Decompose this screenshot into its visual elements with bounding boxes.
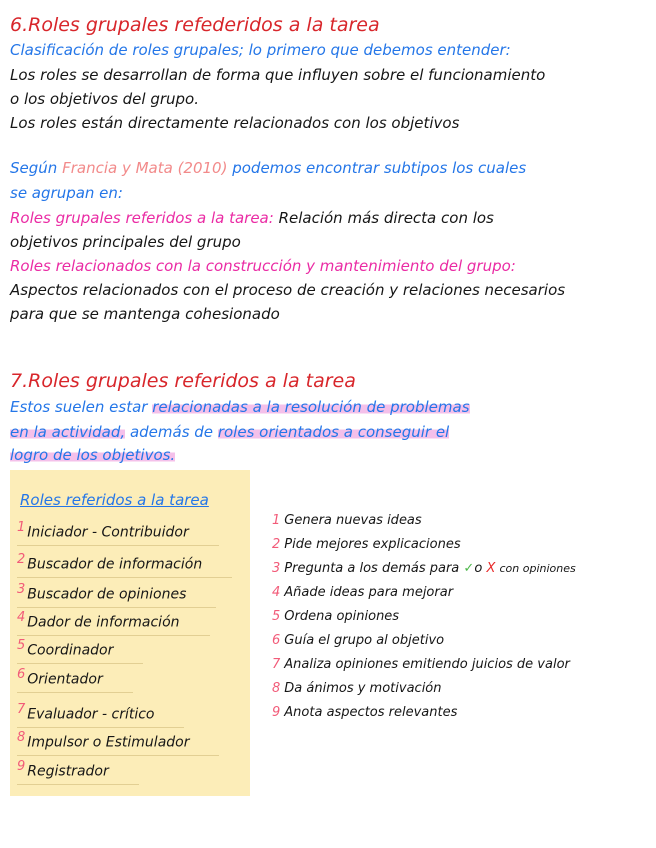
section7-line1-pre: Estos suelen estar xyxy=(10,398,148,416)
role-item xyxy=(17,702,154,723)
section7-line2 xyxy=(10,423,449,441)
role-description xyxy=(272,657,570,672)
subtype-1-text: Relación más directa con los xyxy=(278,209,494,227)
source-line xyxy=(10,159,526,177)
role-label: Buscador de información xyxy=(27,556,203,573)
subtype-1-line2: objetivos principales del grupo xyxy=(10,233,241,251)
paragraph-line: o los objetivos del grupo. xyxy=(10,90,200,108)
section7-line2-mid: además de xyxy=(129,423,214,441)
role-description xyxy=(272,633,444,648)
subtype-1-label: Roles grupales referidos a la tarea: xyxy=(10,209,274,227)
desc-text: Genera nuevas ideas xyxy=(284,513,422,528)
desc-text: Da ánimos y motivación xyxy=(284,681,442,696)
role-label: Registrador xyxy=(27,763,109,780)
desc-number: 6 xyxy=(272,633,281,648)
role-description xyxy=(272,537,461,552)
role-number: 5 xyxy=(17,638,26,653)
subtype-2-label: Roles relacionados con la construcción y mantenimiento del grupo: xyxy=(10,257,516,275)
role-item xyxy=(17,610,180,631)
role-number: 4 xyxy=(17,610,26,625)
cross-icon: X xyxy=(486,561,496,576)
role-label: Buscador de opiniones xyxy=(27,586,187,603)
role-label: Impulsor o Estimulador xyxy=(27,734,190,751)
desc-text: Guía el grupo al objetivo xyxy=(284,633,445,648)
role-description xyxy=(272,705,457,720)
role-description xyxy=(272,609,399,624)
desc-number: 3 xyxy=(272,561,281,576)
role-number: 6 xyxy=(17,667,26,682)
desc-number: 8 xyxy=(272,681,281,696)
role-item xyxy=(17,638,113,659)
note-title: Roles referidos a la tarea xyxy=(20,491,209,509)
role-item xyxy=(17,759,109,780)
subtype-1 xyxy=(10,209,494,227)
role-item xyxy=(17,582,186,603)
section7-line3 xyxy=(10,446,175,464)
desc-tail: con opiniones xyxy=(499,562,576,575)
desc-text: Pregunta a los demás para xyxy=(284,561,460,576)
role-label: Evaluador - crítico xyxy=(27,706,155,723)
role-number: 7 xyxy=(17,702,26,717)
role-description xyxy=(272,681,442,696)
paragraph-line: Los roles están directamente relacionados con los objetivos xyxy=(10,114,460,132)
desc-number: 5 xyxy=(272,609,281,624)
role-item xyxy=(17,730,189,751)
role-description xyxy=(272,561,576,576)
role-number: 3 xyxy=(17,582,26,597)
role-number: 9 xyxy=(17,759,26,774)
desc-text: Ordena opiniones xyxy=(284,609,400,624)
desc-number: 9 xyxy=(272,705,281,720)
highlight: roles orientados a conseguir el xyxy=(217,423,450,441)
paragraph-line: Los roles se desarrollan de forma que influyen sobre el funcionamiento xyxy=(10,66,546,84)
desc-text: Pide mejores explicaciones xyxy=(284,537,461,552)
role-number: 1 xyxy=(17,520,26,535)
highlight: en la actividad, xyxy=(10,423,126,441)
desc-number: 4 xyxy=(272,585,281,600)
desc-number: 2 xyxy=(272,537,281,552)
highlight: logro de los objetivos. xyxy=(10,446,176,464)
role-description xyxy=(272,585,453,600)
role-label: Orientador xyxy=(27,671,103,688)
source-author: Francia y Mata (2010) xyxy=(62,159,228,177)
desc-number: 1 xyxy=(272,513,281,528)
role-item xyxy=(17,520,189,541)
role-label: Coordinador xyxy=(27,642,114,659)
check-icon: ✓ xyxy=(463,561,475,576)
desc-text: Anota aspectos relevantes xyxy=(284,705,458,720)
source-line-2: se agrupan en: xyxy=(10,184,123,202)
section7-line1 xyxy=(10,398,470,416)
source-pre: Según xyxy=(10,159,58,177)
role-number: 2 xyxy=(17,552,26,567)
subtype-2-line2: para que se mantenga cohesionado xyxy=(10,305,280,323)
subtype-2-line1: Aspectos relacionados con el proceso de creación y relaciones necesarios xyxy=(10,281,566,299)
role-number: 8 xyxy=(17,730,26,745)
section7-title: 7.Roles grupales referidos a la tarea xyxy=(10,370,356,392)
role-description xyxy=(272,513,422,528)
desc-number: 7 xyxy=(272,657,281,672)
role-label: Iniciador - Contribuidor xyxy=(27,524,189,541)
desc-text: Añade ideas para mejorar xyxy=(284,585,454,600)
section6-subtitle: Clasificación de roles grupales; lo primero que debemos entender: xyxy=(10,41,511,59)
section6-title: 6.Roles grupales refederidos a la tarea xyxy=(10,14,380,36)
role-label: Dador de información xyxy=(27,614,180,631)
role-item xyxy=(17,552,202,573)
desc-text: Analiza opiniones emitiendo juicios de valor xyxy=(284,657,570,672)
highlight: relacionadas a la resolución de problemas xyxy=(152,398,470,416)
desc-or: o xyxy=(474,561,483,576)
role-item xyxy=(17,667,103,688)
source-post: podemos encontrar subtipos los cuales xyxy=(232,159,527,177)
